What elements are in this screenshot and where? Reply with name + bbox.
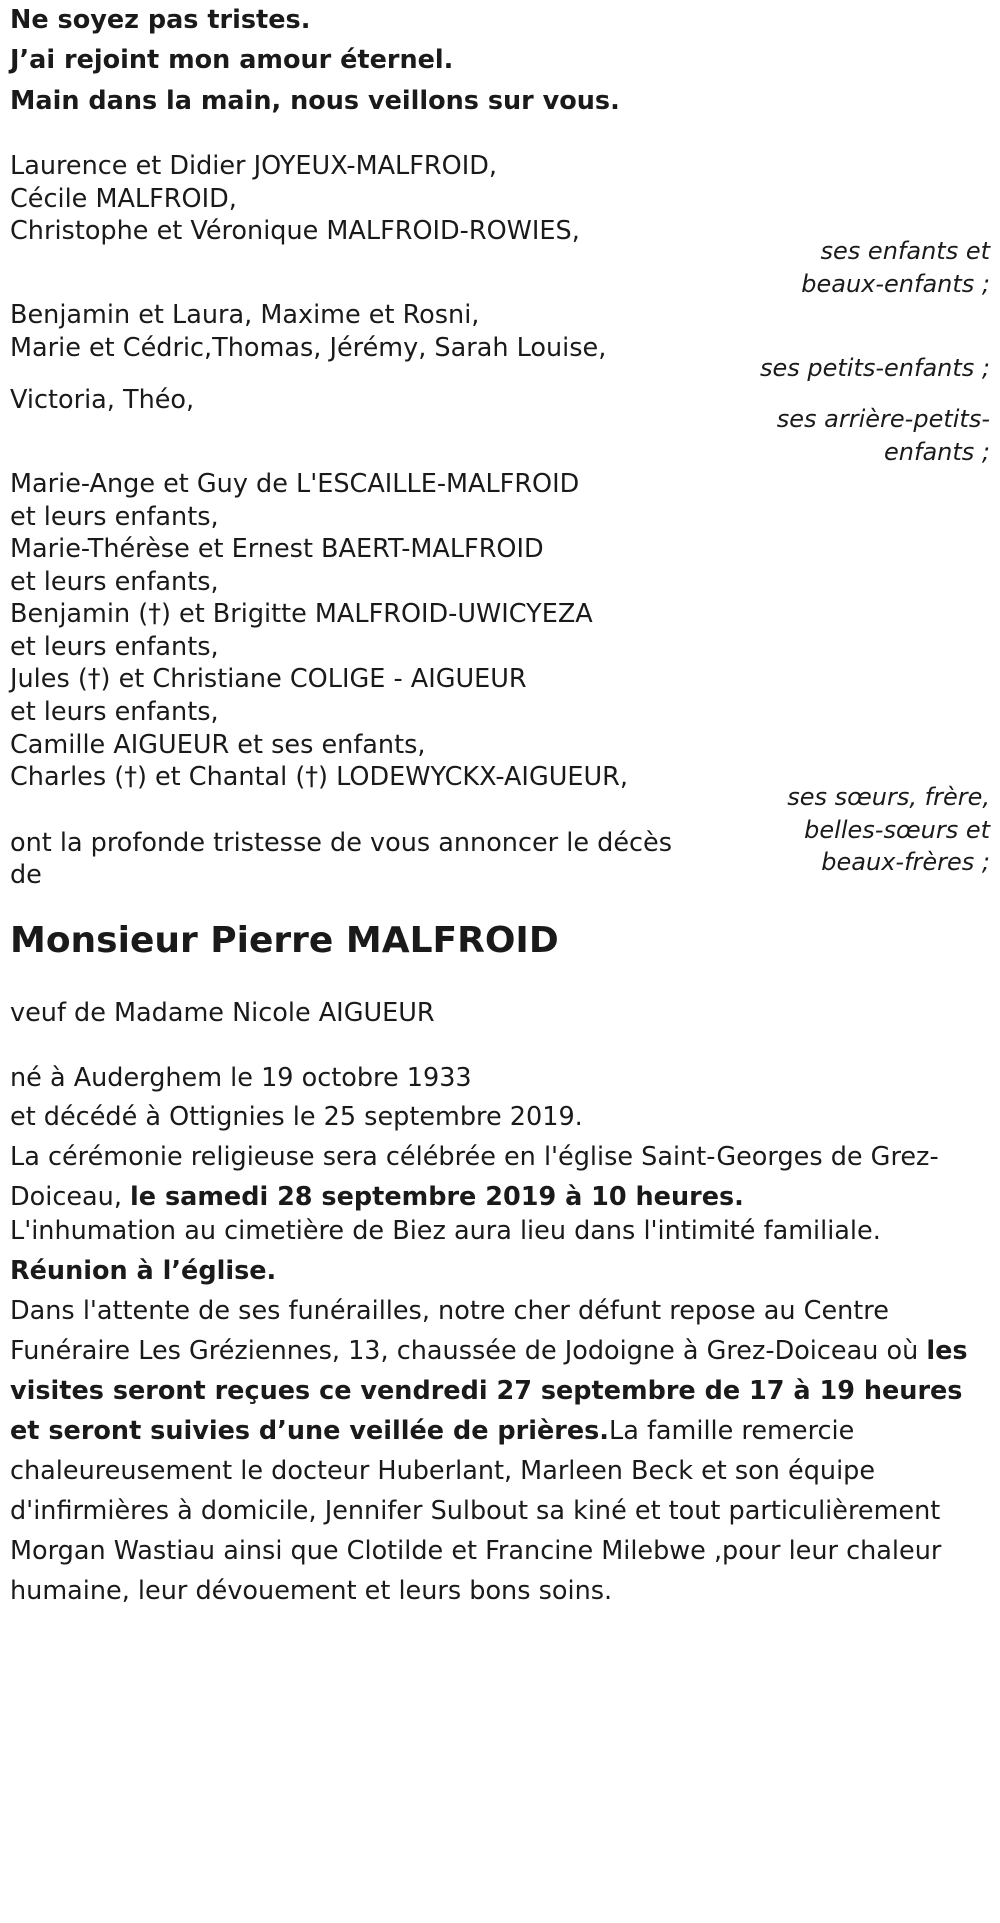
children-role-2: beaux-enfants ; bbox=[801, 270, 990, 298]
siblings-line-3: Marie-Thérèse et Ernest BAERT-MALFROID bbox=[10, 534, 544, 564]
widower-line: veuf de Madame Nicole AIGUEUR bbox=[10, 998, 435, 1028]
visits-schedule: les visites seront reçues ce vendredi 27 septembre de 17 à 19 heures et seront suivies d’une veillée de prières. bbox=[10, 1336, 968, 1446]
siblings-line-9: Camille AIGUEUR et ses enfants, bbox=[10, 730, 426, 760]
grandchildren-line-1: Benjamin et Laura, Maxime et Rosni, bbox=[10, 300, 480, 330]
siblings-line-8: et leurs enfants, bbox=[10, 697, 219, 727]
meeting-line: Réunion à l’église. bbox=[10, 1256, 277, 1286]
born-line: né à Auderghem le 19 octobre 1933 bbox=[10, 1063, 472, 1093]
visits-paragraph bbox=[10, 1291, 995, 1611]
visits-text: Dans l'attente de ses funérailles, notre cher défunt repose au Centre Funéraire Les Gréziennes, 13, chaussée de Jodoigne à Grez-Doiceau où bbox=[10, 1296, 927, 1366]
grandchildren-line-2: Marie et Cédric,Thomas, Jérémy, Sarah Louise, bbox=[10, 333, 607, 363]
burial-line: L'inhumation au cimetière de Biez aura lieu dans l'intimité familiale. bbox=[10, 1216, 881, 1246]
siblings-role-2: belles-sœurs et bbox=[804, 816, 990, 844]
opening-line-2: J’ai rejoint mon amour éternel. bbox=[10, 45, 454, 75]
siblings-line-7: Jules (†) et Christiane COLIGE - AIGUEUR bbox=[10, 664, 527, 694]
siblings-line-4: et leurs enfants, bbox=[10, 567, 219, 597]
opening-line-3: Main dans la main, nous veillons sur vous. bbox=[10, 86, 620, 116]
ceremony-date: le samedi 28 septembre 2019 à 10 heures. bbox=[130, 1182, 744, 1212]
deceased-name: Monsieur Pierre MALFROID bbox=[10, 920, 559, 961]
died-line: et décédé à Ottignies le 25 septembre 2019. bbox=[10, 1102, 583, 1132]
siblings-role-1: ses sœurs, frère, bbox=[787, 783, 990, 811]
siblings-line-6: et leurs enfants, bbox=[10, 632, 219, 662]
children-line-1: Laurence et Didier JOYEUX-MALFROID, bbox=[10, 151, 497, 181]
announcement-line-1: ont la profonde tristesse de vous annoncer le décès bbox=[10, 828, 673, 858]
thanks-text: La famille remercie chaleureusement le docteur Huberlant, Marleen Beck et son équipe d'infirmières à domicile, Jennifer Sulbout sa kiné et tout particulièrement Morgan Wastiau ainsi que Clotilde et Francine Milebwe ,pour leur chaleur humaine, leur dévouement et leurs bons soins. bbox=[10, 1416, 942, 1606]
announcement-line-2: de bbox=[10, 860, 42, 890]
siblings-line-1: Marie-Ange et Guy de L'ESCAILLE-MALFROID bbox=[10, 469, 580, 499]
siblings-role-3: beaux-frères ; bbox=[821, 848, 990, 876]
siblings-line-10: Charles (†) et Chantal (†) LODEWYCKX-AIGUEUR, bbox=[10, 762, 628, 792]
ceremony-paragraph bbox=[10, 1137, 990, 1217]
ceremony-text: La cérémonie religieuse sera célébrée en l'église Saint-Georges de Grez-Doiceau, bbox=[10, 1142, 939, 1212]
children-line-2: Cécile MALFROID, bbox=[10, 184, 237, 214]
great-grandchildren-role-2: enfants ; bbox=[884, 438, 990, 466]
children-role-1: ses enfants et bbox=[820, 237, 990, 265]
children-line-3: Christophe et Véronique MALFROID-ROWIES, bbox=[10, 216, 580, 246]
siblings-line-2: et leurs enfants, bbox=[10, 502, 219, 532]
siblings-line-5: Benjamin (†) et Brigitte MALFROID-UWICYEZA bbox=[10, 599, 593, 629]
great-grandchildren: Victoria, Théo, bbox=[10, 385, 195, 415]
grandchildren-role: ses petits-enfants ; bbox=[759, 354, 990, 382]
great-grandchildren-role-1: ses arrière-petits- bbox=[776, 405, 990, 433]
opening-line-1: Ne soyez pas tristes. bbox=[10, 5, 311, 35]
